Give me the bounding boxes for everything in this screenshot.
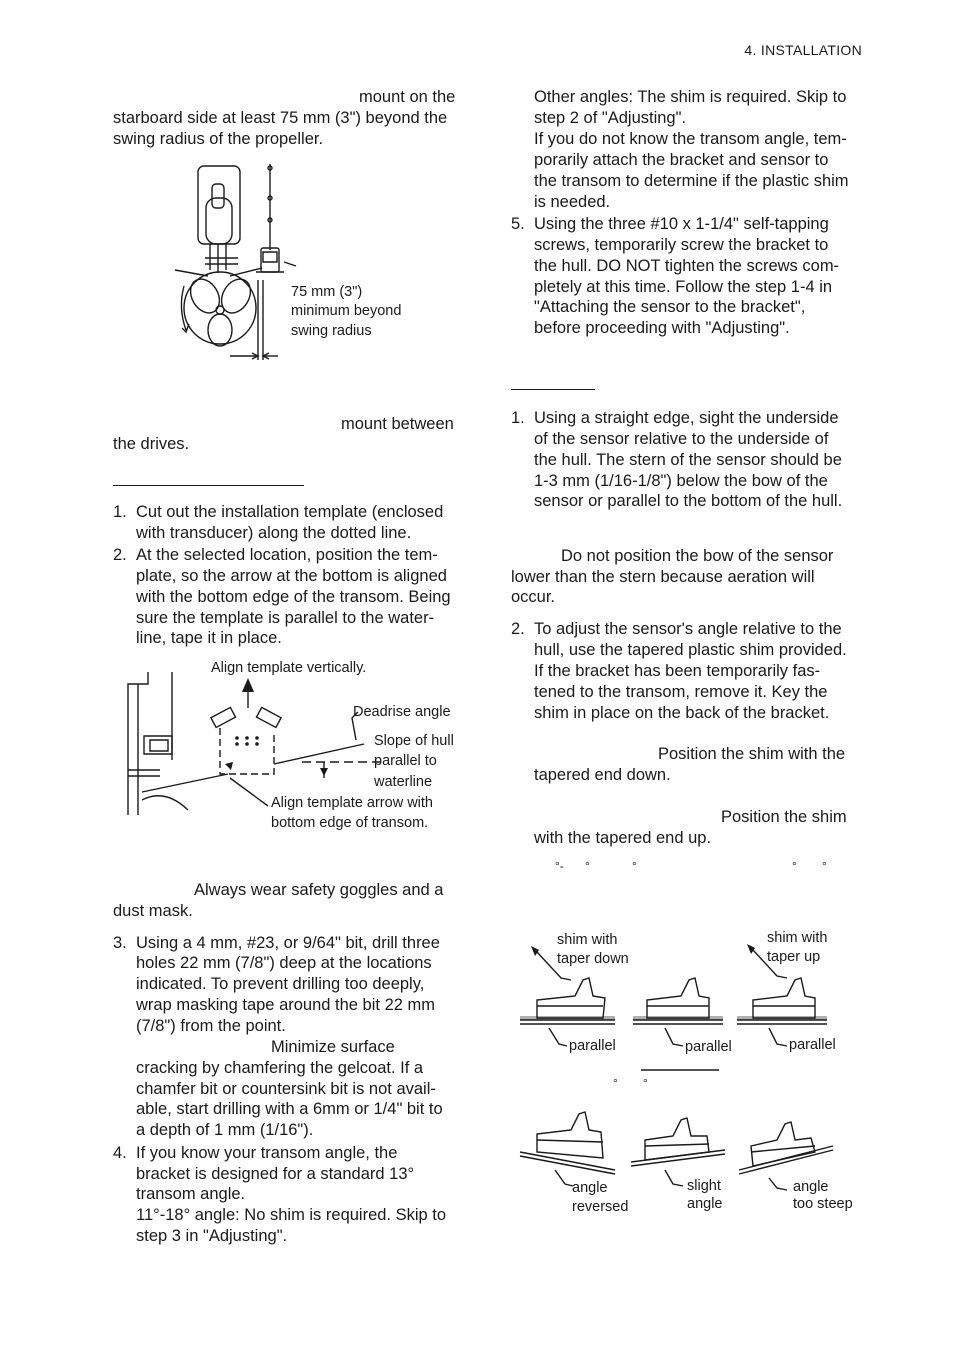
subheading-rule [113,485,304,486]
adjusting-rule [511,389,595,390]
section-header: 4. INSTALLATION [744,42,862,58]
